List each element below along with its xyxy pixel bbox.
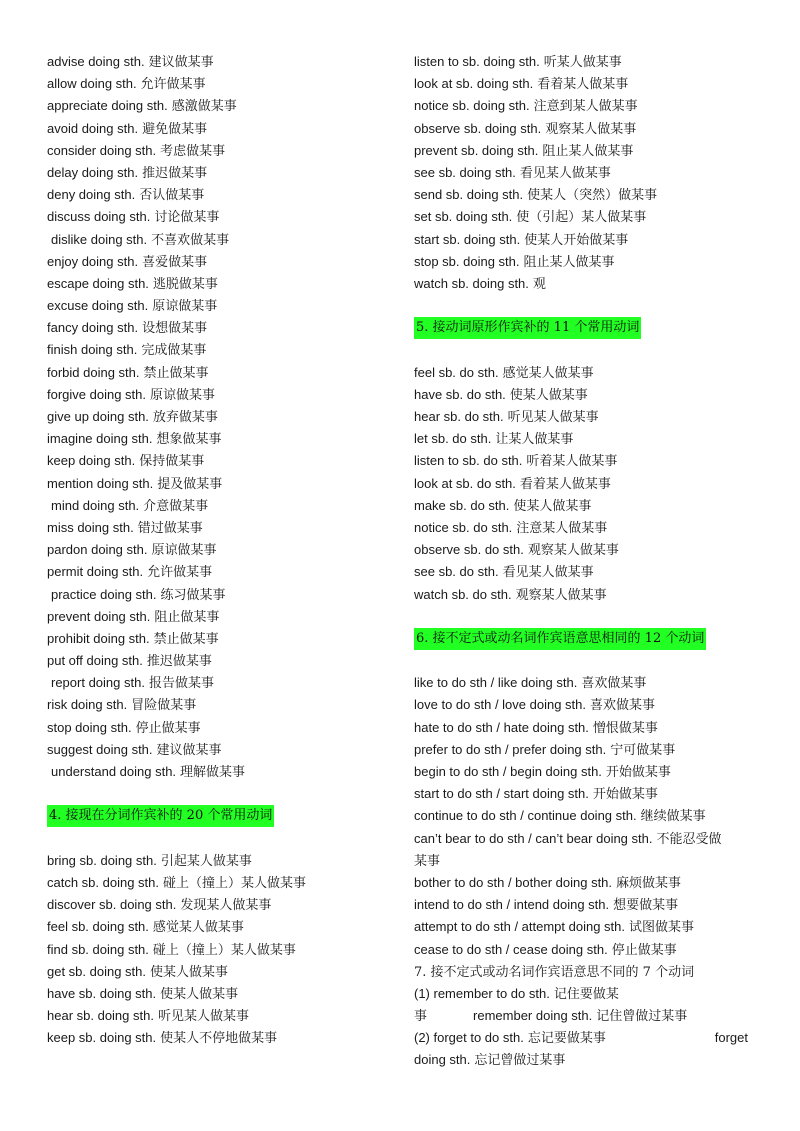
item-chinese: 某事 [414, 853, 441, 869]
item-chinese: 观 [532, 276, 546, 292]
list-item [47, 850, 387, 872]
list-item [414, 384, 764, 406]
list-item [414, 783, 764, 805]
list-item [47, 450, 387, 472]
item-english: prefer to do sth / prefer doing sth. [414, 741, 607, 757]
list-item [414, 872, 764, 894]
item-chinese: 忘记曾做过某事 [474, 1053, 566, 1069]
item-english: deny doing sth. [47, 187, 136, 203]
list-item [414, 672, 764, 694]
item-english: pardon doing sth. [47, 542, 148, 558]
item-english: suggest doing sth. [47, 741, 153, 757]
section-5-heading-row [414, 317, 764, 339]
item-chinese: 推迟做某事 [146, 654, 212, 670]
list-item-cant-bear-continued [414, 850, 764, 872]
item-english: hear sb. do sth. [414, 409, 504, 424]
item-chinese: 使某人不停地做某事 [160, 1031, 278, 1047]
item-chinese: 记住要做某 [553, 986, 619, 1002]
item-english: hate to do sth / hate doing sth. [414, 719, 589, 735]
list-item [47, 916, 387, 938]
list-item [414, 406, 764, 428]
item-english: dislike doing sth. [51, 231, 148, 247]
item-chinese: 提及做某事 [157, 476, 223, 492]
list-item [47, 717, 387, 739]
list-item [414, 894, 764, 916]
item-chinese: 避免做某事 [142, 121, 208, 137]
list-item [414, 517, 764, 539]
list-item [47, 118, 387, 140]
item-chinese: 感觉某人做某事 [152, 920, 244, 936]
list-item [47, 983, 387, 1005]
item-chinese: 建议做某事 [148, 55, 214, 70]
item-english: stop doing sth. [47, 719, 132, 735]
item-chinese: 不喜欢做某事 [151, 232, 230, 248]
item-english: mention doing sth. [47, 475, 154, 491]
list-item [47, 495, 387, 517]
item-english: see sb. do sth. [414, 564, 499, 580]
item-chinese: 使某人做某事 [513, 498, 592, 514]
item-chinese: 喜欢做某事 [590, 698, 656, 714]
item-chinese: 允许做某事 [147, 565, 213, 581]
item-chinese: 停止做某事 [611, 942, 677, 958]
item-chinese: 使某人做某事 [150, 964, 229, 980]
item-chinese: 宁可做某事 [610, 742, 676, 758]
list-item [414, 140, 764, 162]
item-english: feel sb. doing sth. [47, 919, 149, 935]
list-item [47, 473, 387, 495]
item-chinese: 看见某人做某事 [502, 565, 594, 581]
list-item [47, 95, 387, 117]
list-item [47, 273, 387, 295]
item-chinese: 听某人做某事 [543, 55, 622, 70]
section-6-list [414, 672, 764, 827]
item-english: doing sth. [414, 1052, 471, 1068]
list-item [414, 184, 764, 206]
list-item [47, 517, 387, 539]
item-english: watch sb. do sth. [414, 586, 512, 602]
item-english: listen to sb. doing sth. [414, 54, 540, 69]
item-chinese: 原谅做某事 [151, 543, 217, 559]
list-item [414, 251, 764, 273]
item-english: notice sb. doing sth. [414, 98, 530, 114]
item-chinese: 观察某人做某事 [527, 543, 619, 559]
item-chinese: 放弃做某事 [152, 410, 218, 425]
item-chinese: 禁止做某事 [143, 365, 209, 381]
spacer [414, 339, 764, 361]
item-chinese: 使某人做某事 [509, 387, 588, 403]
list-item [414, 717, 764, 739]
item-chinese: 观察某人做某事 [515, 587, 607, 603]
item-chinese: 喜爱做某事 [142, 254, 208, 270]
item-chinese: 引起某人做某事 [160, 853, 252, 869]
item-chinese: 原谅做某事 [152, 299, 218, 315]
list-item [414, 495, 764, 517]
item-english: find sb. doing sth. [47, 941, 149, 957]
list-item [47, 206, 387, 228]
item-chinese: 逃脱做某事 [152, 276, 218, 292]
item-english: start to do sth / start doing sth. [414, 786, 589, 802]
item-chinese: 想要做某事 [613, 898, 679, 914]
list-item [414, 739, 764, 761]
list-item [47, 295, 387, 317]
item-english: keep sb. doing sth. [47, 1030, 157, 1046]
item-chinese: 使（引起）某人做某事 [516, 210, 647, 226]
item-chinese: 保持做某事 [139, 454, 205, 470]
item-english: bring sb. doing sth. [47, 852, 157, 868]
item-english: prevent doing sth. [47, 608, 151, 624]
list-item [47, 1005, 387, 1027]
item-english: permit doing sth. [47, 564, 144, 580]
item-english: forgive doing sth. [47, 386, 147, 402]
list-item [47, 1027, 387, 1049]
item-chinese: 允许做某事 [140, 77, 206, 93]
item-english: enjoy doing sth. [47, 253, 139, 269]
item-chinese: 原谅做某事 [150, 387, 216, 403]
item-chinese: 禁止做某事 [153, 631, 219, 647]
list-item [47, 561, 387, 583]
list-item [47, 694, 387, 716]
item-chinese: 喜欢做某事 [581, 676, 647, 692]
item-english: practice doing sth. [51, 586, 157, 602]
section-6-heading-row [414, 628, 764, 650]
item-english: finish doing sth. [47, 342, 138, 358]
item-chinese: 继续做某事 [640, 809, 706, 825]
item-english: (2) forget to do sth. [414, 1030, 524, 1046]
section-5-heading: 5. 接动词原形作宾补的 11 个常用动词 [414, 317, 641, 339]
item-english: risk doing sth. [47, 697, 128, 713]
list-item [47, 628, 387, 650]
item-chinese: 麻烦做某事 [616, 875, 682, 891]
item-chinese: 完成做某事 [141, 343, 207, 359]
item-chinese: 听见某人做某事 [157, 1009, 249, 1025]
doing-verbs-list [47, 51, 387, 783]
item-chinese: 看见某人做某事 [519, 165, 611, 181]
list-item [47, 251, 387, 273]
list-item [414, 362, 764, 384]
item-english: observe sb. do sth. [414, 542, 524, 558]
item-chinese: 感激做某事 [171, 99, 237, 115]
spacer [414, 606, 764, 628]
section-5-list [414, 362, 764, 606]
item-english: report doing sth. [51, 675, 145, 691]
item-english: like to do sth / like doing sth. [414, 675, 578, 691]
item-english: watch sb. doing sth. [414, 275, 529, 291]
item-english: understand doing sth. [51, 764, 177, 779]
item-chinese: 想象做某事 [156, 432, 222, 448]
item-english: attempt to do sth / attempt doing sth. [414, 919, 626, 935]
list-item [47, 761, 387, 783]
item-chinese: 听见某人做某事 [507, 410, 599, 425]
list-item [47, 339, 387, 361]
item-english: hear sb. doing sth. [47, 1008, 154, 1024]
list-item [414, 229, 764, 251]
item-chinese: 冒险做某事 [131, 698, 197, 714]
item-chinese: 碰上（撞上）某人做某事 [163, 875, 307, 891]
list-item [47, 51, 387, 73]
item-chinese: 错过做某事 [137, 520, 203, 536]
item-chinese: 使某人开始做某事 [524, 232, 629, 248]
list-item [414, 561, 764, 583]
item-chinese: 试图做某事 [629, 920, 695, 936]
item-english: bother to do sth / bother doing sth. [414, 874, 613, 890]
item-english: send sb. doing sth. [414, 187, 524, 203]
item-english: intend to do sth / intend doing sth. [414, 897, 610, 913]
section-4-heading-row [47, 805, 387, 827]
item-english: start sb. doing sth. [414, 231, 521, 247]
section-4-heading: 4. 接现在分词作宾补的 20 个常用动词 [47, 805, 274, 827]
item-chinese: 报告做某事 [148, 676, 214, 692]
section-6-heading: 6. 接不定式或动名词作宾语意思相同的 12 个动词 [414, 628, 706, 650]
section-7-heading-text: 7. 接不定式或动名词作宾语意思不同的 7 个动词 [414, 964, 695, 980]
left-column [47, 51, 387, 1049]
item-english: allow doing sth. [47, 76, 137, 92]
spacer [47, 828, 387, 850]
item-english: get sb. doing sth. [47, 963, 147, 979]
list-item [47, 384, 387, 406]
list-item [414, 206, 764, 228]
item-chinese: 介意做某事 [143, 498, 209, 514]
item-chinese: 推迟做某事 [142, 165, 208, 181]
item-english: mind doing sth. [51, 497, 140, 513]
list-item [414, 73, 764, 95]
item-english: appreciate doing sth. [47, 98, 168, 114]
item-english: prohibit doing sth. [47, 630, 150, 646]
list-item [47, 184, 387, 206]
item-chinese: 理解做某事 [180, 765, 246, 780]
list-item [414, 450, 764, 472]
item-english: prevent sb. doing sth. [414, 142, 539, 158]
item-chinese: 看着某人做某事 [537, 77, 629, 93]
item-chinese: 憎恨做某事 [592, 720, 658, 736]
list-item [47, 162, 387, 184]
item-english-tail: forget [714, 1030, 748, 1046]
list-item [414, 51, 764, 73]
right-column [414, 51, 764, 1072]
item-chinese: 事 [414, 1009, 428, 1025]
item-chinese: 讨论做某事 [154, 210, 220, 226]
item-chinese: 阻止某人做某事 [542, 143, 634, 159]
list-item [414, 473, 764, 495]
spacer [414, 295, 764, 317]
item-english: set sb. doing sth. [414, 209, 513, 225]
list-item [414, 162, 764, 184]
item-english: miss doing sth. [47, 519, 134, 535]
list-item [47, 872, 387, 894]
item-english: have sb. doing sth. [47, 985, 157, 1001]
list-item [47, 650, 387, 672]
list-item [47, 539, 387, 561]
item-chinese: 设想做某事 [142, 321, 208, 337]
item-english: see sb. doing sth. [414, 164, 516, 180]
item-english: (1) remember to do sth. [414, 985, 550, 1001]
item-english: notice sb. do sth. [414, 519, 513, 535]
item-english: consider doing sth. [47, 142, 157, 158]
list-item [414, 584, 764, 606]
item-chinese: 阻止做某事 [154, 609, 220, 625]
list-item [47, 961, 387, 983]
list-item [414, 428, 764, 450]
item-chinese: 阻止某人做某事 [523, 254, 615, 270]
list-item [47, 939, 387, 961]
item-chinese: 看着某人做某事 [519, 476, 611, 492]
item-chinese: 感觉某人做某事 [502, 365, 594, 381]
item-english: stop sb. doing sth. [414, 253, 520, 269]
item-chinese: 碰上（撞上）某人做某事 [152, 942, 296, 958]
list-item [47, 73, 387, 95]
section-7-line-2 [414, 1005, 764, 1027]
item-chinese: 使某人做某事 [160, 986, 239, 1002]
section-7-line-4 [414, 1049, 764, 1071]
item-chinese: 不能忍受做 [656, 831, 722, 847]
item-chinese: 让某人做某事 [495, 432, 574, 448]
list-item [47, 362, 387, 384]
item-english: keep doing sth. [47, 453, 136, 469]
list-item [47, 672, 387, 694]
item-chinese: 注意到某人做某事 [533, 99, 638, 115]
item-english: fancy doing sth. [47, 320, 139, 336]
item-english: discover sb. doing sth. [47, 897, 177, 913]
item-english: forbid doing sth. [47, 364, 140, 380]
item-english: give up doing sth. [47, 409, 149, 424]
item-english: have sb. do sth. [414, 386, 506, 402]
item-english: make sb. do sth. [414, 497, 510, 513]
item-english: listen to sb. do sth. [414, 453, 523, 469]
list-item [414, 761, 764, 783]
list-item [414, 939, 764, 961]
item-english: cease to do sth / cease doing sth. [414, 941, 608, 957]
item-english: discuss doing sth. [47, 209, 151, 225]
continued-verbs-list [414, 51, 764, 295]
section-7-heading [414, 961, 764, 983]
item-english: feel sb. do sth. [414, 364, 499, 380]
item-english: look at sb. doing sth. [414, 76, 534, 92]
list-item [47, 606, 387, 628]
list-item [414, 118, 764, 140]
item-english: escape doing sth. [47, 275, 149, 291]
item-english: can’t bear to do sth / can’t bear doing sth. [414, 830, 653, 846]
item-english: imagine doing sth. [47, 431, 153, 447]
list-item [47, 406, 387, 428]
list-item [414, 916, 764, 938]
list-item [47, 739, 387, 761]
item-chinese: 听着某人做某事 [526, 454, 618, 470]
item-chinese: 练习做某事 [160, 587, 226, 603]
item-english: put off doing sth. [47, 653, 143, 669]
list-item [47, 140, 387, 162]
item-chinese: 注意某人做某事 [516, 520, 608, 536]
section-7-line-3 [414, 1027, 748, 1049]
item-english: remember doing sth. [473, 1008, 593, 1024]
item-english: let sb. do sth. [414, 431, 492, 447]
item-chinese: 观察某人做某事 [545, 121, 637, 137]
list-item [47, 428, 387, 450]
item-chinese: 开始做某事 [605, 765, 671, 780]
list-item [414, 805, 764, 827]
list-item [47, 317, 387, 339]
spacer [47, 783, 387, 805]
list-item [47, 584, 387, 606]
item-chinese: 忘记要做某事 [527, 1031, 606, 1047]
item-english: begin to do sth / begin doing sth. [414, 764, 602, 779]
list-item [47, 229, 387, 251]
section-7-line-1 [414, 983, 764, 1005]
list-item-cant-bear [414, 828, 764, 850]
list-item [414, 273, 764, 295]
item-english: look at sb. do sth. [414, 475, 516, 491]
item-english: avoid doing sth. [47, 120, 139, 136]
item-english: excuse doing sth. [47, 298, 149, 314]
item-english: love to do sth / love doing sth. [414, 697, 586, 713]
section-6-list-continued [414, 872, 764, 961]
item-chinese: 开始做某事 [592, 787, 658, 803]
item-english: continue to do sth / continue doing sth. [414, 808, 637, 824]
item-chinese: 发现某人做某事 [180, 898, 272, 914]
list-item [414, 95, 764, 117]
item-english: observe sb. doing sth. [414, 120, 542, 136]
item-chinese: 否认做某事 [139, 188, 205, 204]
item-chinese: 使某人（突然）做某事 [527, 188, 658, 204]
list-item [414, 694, 764, 716]
list-item [414, 539, 764, 561]
section-4-list [47, 850, 387, 1050]
item-chinese: 建议做某事 [156, 742, 222, 758]
item-chinese: 考虑做某事 [160, 143, 226, 159]
item-english: delay doing sth. [47, 164, 139, 180]
item-chinese: 停止做某事 [135, 720, 201, 736]
item-english: catch sb. doing sth. [47, 874, 160, 890]
item-chinese: 记住曾做过某事 [596, 1009, 688, 1025]
item-english: advise doing sth. [47, 54, 145, 69]
spacer [414, 650, 764, 672]
list-item [47, 894, 387, 916]
